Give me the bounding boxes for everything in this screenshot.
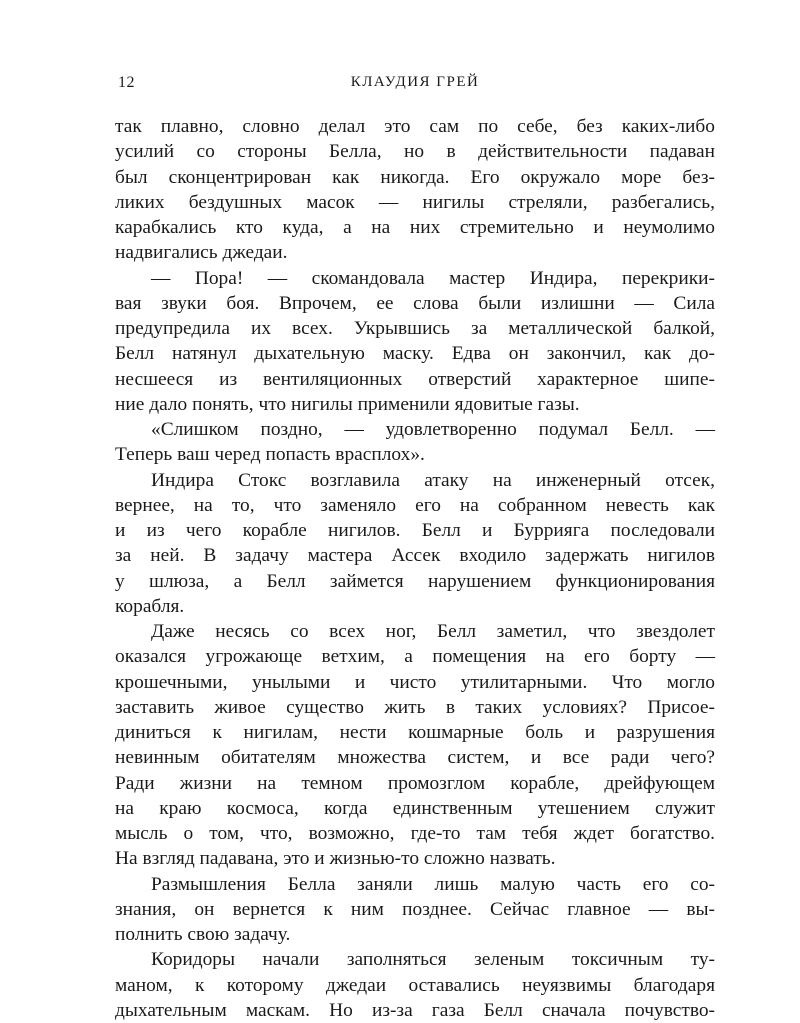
text-line: На взгляд падавана, это и жизнью-то сложно назвать. <box>115 848 556 870</box>
text-line: Размышления Белла заняли лишь малую часть его со- <box>151 873 715 895</box>
page-number: 12 <box>118 74 135 91</box>
text-line: полнить свою задачу. <box>115 924 291 945</box>
text-line: мысль о том, что, возможно, где-то там тебя ждет богатство. <box>115 823 715 844</box>
text-line: маном, к которому джедаи оставались неуязвимы благодаря <box>115 974 715 996</box>
text-line: оказался угрожающе ветхим, а помещения на его борту — <box>115 646 715 668</box>
text-line: Даже несясь со всех ног, Белл заметил, что звездолет <box>151 621 715 642</box>
running-head: КЛАУДИЯ ГРЕЙ <box>350 74 480 90</box>
text-line: ние дало понять, что нигилы применили ядовитые газы. <box>115 393 580 415</box>
text-line: на краю космоса, когда единственным утешением служит <box>115 797 715 819</box>
text-line: Белл натянул дыхательную маску. Едва он закончил, как до- <box>115 343 715 365</box>
text-line: вернее, на то, что заменяло его на собранном невесть как <box>115 494 715 516</box>
text-line: Теперь ваш черед попасть врасплох». <box>115 444 425 466</box>
text-line: предупредила их всех. Укрывшись за металлической балкой, <box>115 318 715 339</box>
text-line: крошечными, унылыми и чисто утилитарными. Что могло <box>115 671 715 693</box>
text-line: у шлюза, а Белл займется нарушением функционирования <box>115 570 715 592</box>
text-line: корабля. <box>115 595 185 617</box>
text-line: заставить живое существо жить в таких условиях? Присое- <box>115 696 715 718</box>
text-line: диниться к нигилам, нести кошмарные боль и разрушения <box>115 722 715 743</box>
text-line: дыхательным маскам. Но из-за газа Белл сначала почувство- <box>115 999 715 1021</box>
text-line: — Пора! — скомандовала мастер Индира, перекрики- <box>151 267 715 289</box>
text-line: усилий со стороны Белла, но в действительности падаван <box>115 141 715 163</box>
text-line: карабкались кто куда, а на них стремительно и неумолимо <box>115 217 715 238</box>
text-line: за ней. В задачу мастера Ассек входило задержать нигилов <box>115 545 715 567</box>
text-line: и из чего корабле нигилов. Белл и Буррияга последовали <box>115 520 715 541</box>
text-line: так плавно, словно делал это сам по себе, без каких-либо <box>115 116 715 137</box>
text-line: был сконцентрирован как никогда. Его окружало море без- <box>115 166 715 188</box>
text-line: Коридоры начали заполняться зеленым токсичным ту- <box>151 949 715 971</box>
body-text <box>115 114 715 1023</box>
text-line: Ради жизни на темном промозглом корабле, дрейфующем <box>115 772 715 794</box>
text-line: вая звуки боя. Впрочем, ее слова были излишни — Сила <box>115 292 715 314</box>
text-line: Индира Стокс возглавила атаку на инженерный отсек, <box>151 469 715 491</box>
text-line: невинным обитателям множества систем, и все ради чего? <box>115 747 715 769</box>
text-line: «Слишком поздно, — удовлетворенно подумал Белл. — <box>151 419 715 440</box>
text-line: знания, он вернется к ним позднее. Сейчас главное — вы- <box>115 898 715 920</box>
text-line: несшееся из вентиляционных отверстий характерное шипе- <box>115 368 715 390</box>
text-line: ликих бездушных масок — нигилы стреляли, разбегались, <box>115 191 715 213</box>
text-line: надвигались джедаи. <box>115 242 288 264</box>
